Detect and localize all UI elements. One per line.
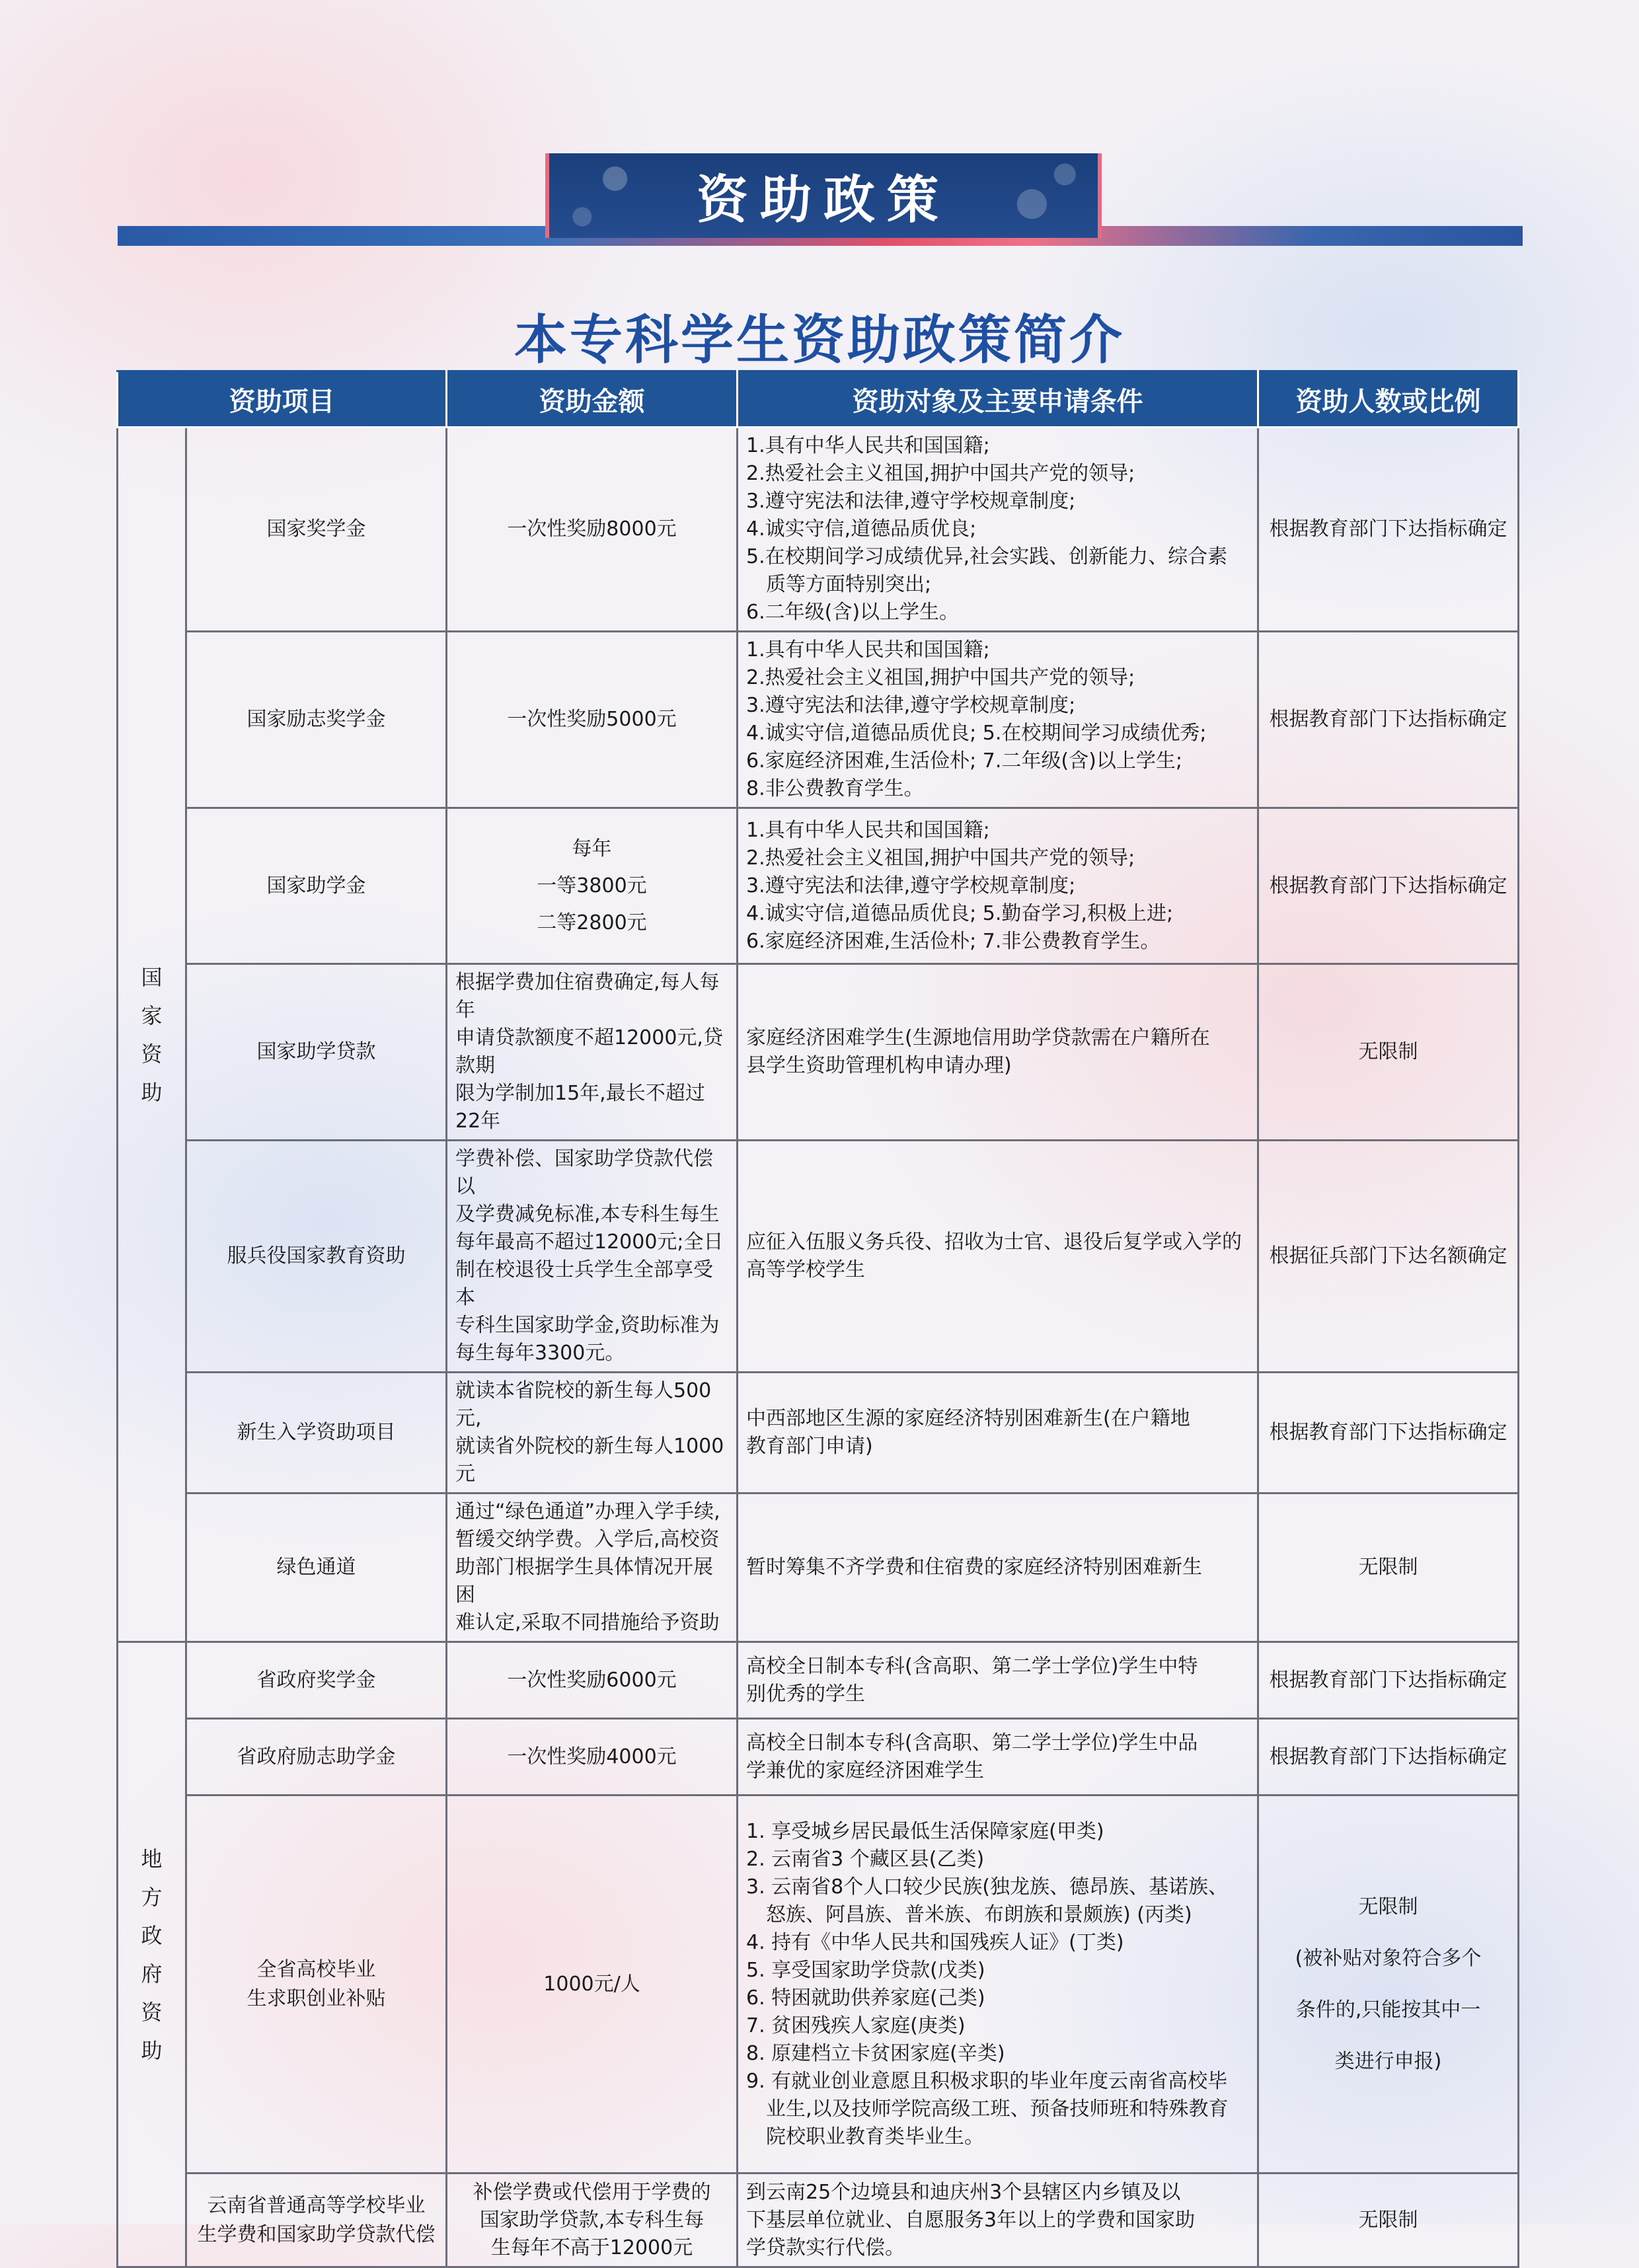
page-title: 本专科学生资助政策简介 bbox=[514, 309, 1125, 371]
amount-line: 助部门根据学生具体情况开展困 bbox=[455, 1556, 713, 1606]
condition-line: 1.具有中华人民共和国国籍; bbox=[746, 434, 990, 457]
condition-line: 业生,以及技师学院高级工班、预备技师班和特殊教育 bbox=[766, 2097, 1229, 2121]
amount-line: 一等3800元 bbox=[537, 874, 647, 897]
conditions-cell bbox=[738, 1141, 1258, 1373]
amount-line: 学费补偿、国家助学贷款代偿以 bbox=[455, 1147, 713, 1198]
condition-line: 学贷款实行代偿。 bbox=[746, 2236, 905, 2259]
conditions-cell bbox=[738, 808, 1258, 964]
project-name: 国家助学贷款 bbox=[186, 964, 447, 1141]
condition-line: 9. 有就业创业意愿且积极求职的毕业年度云南省高校毕 bbox=[746, 2069, 1228, 2093]
category-local-label: 地方政府资助 bbox=[141, 1846, 163, 2063]
condition-line: 3.遵守宪法和法律,遵守学校规章制度; bbox=[746, 490, 1076, 513]
amount-line: 申请贷款额度不超12000元,贷款期 bbox=[455, 1026, 723, 1077]
count-cell: 根据教育部门下达指标确定 bbox=[1258, 1642, 1519, 1719]
project-name: 国家励志奖学金 bbox=[186, 632, 447, 808]
project-name: 绿色通道 bbox=[186, 1493, 447, 1642]
condition-line: 怒族、阿昌族、普米族、布朗族和景颇族) (丙类) bbox=[766, 1903, 1192, 1926]
condition-line: 2.热爱社会主义祖国,拥护中国共产党的领导; bbox=[746, 462, 1135, 485]
condition-line: 2.热爱社会主义祖国,拥护中国共产党的领导; bbox=[746, 666, 1135, 689]
condition-line: 3.遵守宪法和法律,遵守学校规章制度; bbox=[746, 694, 1076, 717]
project-name: 国家助学金 bbox=[186, 808, 447, 964]
amount-cell bbox=[447, 1141, 738, 1373]
amount-cell bbox=[447, 1493, 738, 1642]
count-line: 条件的,只能按其中一 bbox=[1295, 1998, 1481, 2022]
condition-line: 4.诚实守信,道德品质优良; 5.在校期间学习成绩优秀; bbox=[746, 722, 1207, 745]
condition-line: 2.热爱社会主义祖国,拥护中国共产党的领导; bbox=[746, 846, 1135, 870]
condition-line: 1.具有中华人民共和国国籍; bbox=[746, 638, 990, 662]
amount-cell bbox=[447, 2174, 738, 2267]
condition-line: 下基层单位就业、自愿服务3年以上的学费和国家助 bbox=[746, 2208, 1196, 2232]
conditions-cell bbox=[738, 428, 1258, 632]
header-amount: 资助金额 bbox=[447, 371, 738, 428]
condition-line: 6.家庭经济困难,生活俭朴; 7.非公费教育学生。 bbox=[746, 929, 1161, 953]
condition-line: 4.诚实守信,道德品质优良; 5.勤奋学习,积极上进; bbox=[746, 901, 1174, 925]
category-local bbox=[118, 1642, 186, 2267]
table-row bbox=[118, 964, 1519, 1141]
amount-line: 专科生国家助学金,资助标准为 bbox=[455, 1314, 720, 1337]
amount-cell: 1000元/人 bbox=[447, 1796, 738, 2174]
condition-line: 别优秀的学生 bbox=[746, 1682, 865, 1706]
condition-line: 1.具有中华人民共和国国籍; bbox=[746, 818, 990, 842]
count-line: 无限制 bbox=[1358, 1895, 1418, 1918]
amount-line: 国家助学贷款,本专科生每 bbox=[479, 2208, 705, 2232]
condition-line: 6.二年级(含)以上学生。 bbox=[746, 601, 960, 624]
conditions-cell bbox=[738, 2174, 1258, 2267]
conditions-cell bbox=[738, 1642, 1258, 1719]
amount-cell: 一次性奖励5000元 bbox=[447, 632, 738, 808]
banner-title: 资助政策 bbox=[696, 170, 950, 230]
amount-line: 补偿学费或代偿用于学费的 bbox=[473, 2180, 711, 2204]
table-row bbox=[118, 1796, 1519, 2174]
amount-cell bbox=[447, 964, 738, 1141]
table-row bbox=[118, 1719, 1519, 1796]
condition-line: 教育部门申请) bbox=[746, 1435, 873, 1458]
amount-cell: 一次性奖励8000元 bbox=[447, 428, 738, 632]
header-banner bbox=[545, 153, 1102, 238]
project-name: 国家奖学金 bbox=[186, 428, 447, 632]
condition-line: 高等学校学生 bbox=[746, 1258, 865, 1281]
conditions-cell bbox=[738, 1796, 1258, 2174]
table-row bbox=[118, 1493, 1519, 1642]
condition-line: 1. 享受城乡居民最低生活保障家庭(甲类) bbox=[746, 1819, 1104, 1843]
amount-cell: 一次性奖励6000元 bbox=[447, 1642, 738, 1719]
count-line: 类进行申报) bbox=[1334, 2049, 1442, 2073]
project-name-line: 云南省普通高等学校毕业 bbox=[207, 2193, 426, 2217]
count-cell: 根据教育部门下达指标确定 bbox=[1258, 632, 1519, 808]
condition-line: 3.遵守宪法和法律,遵守学校规章制度; bbox=[746, 874, 1076, 897]
table-row bbox=[118, 808, 1519, 964]
condition-line: 院校职业教育类毕业生。 bbox=[766, 2125, 984, 2148]
count-cell: 根据教育部门下达指标确定 bbox=[1258, 428, 1519, 632]
header-count: 资助人数或比例 bbox=[1258, 371, 1519, 428]
condition-line: 质等方面特别突出; bbox=[766, 573, 932, 596]
condition-line: 学兼优的家庭经济困难学生 bbox=[746, 1758, 984, 1782]
condition-line: 应征入伍服义务兵役、招收为士官、退役后复学或入学的 bbox=[746, 1230, 1242, 1254]
condition-line: 到云南25个边境县和迪庆州3个县辖区内乡镇及以 bbox=[746, 2180, 1181, 2204]
amount-line: 根据学费加住宿费确定,每人每年 bbox=[455, 971, 720, 1022]
condition-line: 6.家庭经济困难,生活俭朴; 7.二年级(含)以上学生; bbox=[746, 749, 1182, 773]
count-cell: 根据征兵部门下达名额确定 bbox=[1258, 1141, 1519, 1373]
project-name: 省政府励志助学金 bbox=[186, 1719, 447, 1796]
count-cell: 无限制 bbox=[1258, 1493, 1519, 1642]
amount-line: 难认定,采取不同措施给予资助 bbox=[455, 1611, 720, 1634]
table-row bbox=[118, 1642, 1519, 1719]
condition-line: 5.在校期间学习成绩优异,社会实践、创新能力、综合素 bbox=[746, 545, 1228, 568]
project-name-line: 全省高校毕业 bbox=[256, 1957, 376, 1981]
project-name-line: 生学费和国家助学贷款代偿 bbox=[197, 2222, 436, 2246]
condition-line: 4.诚实守信,道德品质优良; bbox=[746, 517, 977, 541]
table-header-row bbox=[118, 371, 1519, 428]
project-name bbox=[186, 2174, 447, 2267]
condition-line: 8. 原建档立卡贫困家庭(辛类) bbox=[746, 2041, 1005, 2065]
condition-line: 中西部地区生源的家庭经济特别困难新生(在户籍地 bbox=[746, 1407, 1190, 1430]
amount-cell: 一次性奖励4000元 bbox=[447, 1719, 738, 1796]
amount-line: 及学费减免标准,本专科生每生 bbox=[455, 1203, 720, 1226]
amount-cell bbox=[447, 1373, 738, 1493]
condition-line: 6. 特困就助供养家庭(己类) bbox=[746, 1986, 985, 2010]
conditions-cell bbox=[738, 964, 1258, 1141]
conditions-cell bbox=[738, 1493, 1258, 1642]
condition-line: 高校全日制本专科(含高职、第二学士学位)学生中特 bbox=[746, 1654, 1198, 1678]
project-name: 省政府奖学金 bbox=[186, 1642, 447, 1719]
table-row bbox=[118, 428, 1519, 632]
amount-line: 生每年不高于12000元 bbox=[490, 2236, 693, 2259]
amount-line: 每生每年3300元。 bbox=[455, 1342, 625, 1365]
amount-line: 通过“绿色通道”办理入学手续, bbox=[455, 1500, 720, 1523]
condition-line: 高校全日制本专科(含高职、第二学士学位)学生中品 bbox=[746, 1731, 1198, 1755]
amount-cell bbox=[447, 808, 738, 964]
condition-line: 暂时筹集不齐学费和住宿费的家庭经济特别困难新生 bbox=[746, 1556, 1202, 1579]
amount-line: 就读省外院校的新生每人1000元 bbox=[455, 1435, 724, 1486]
count-line: (被补贴对象符合多个 bbox=[1295, 1946, 1482, 1970]
amount-line: 每年最高不超过12000元;全日 bbox=[455, 1230, 724, 1254]
project-name: 服兵役国家教育资助 bbox=[186, 1141, 447, 1373]
category-national-label: 国家资助 bbox=[141, 964, 163, 1105]
table-row bbox=[118, 1141, 1519, 1373]
amount-line: 制在校退役士兵学生全部享受本 bbox=[455, 1258, 713, 1309]
project-name-line: 生求职创业补贴 bbox=[247, 1986, 386, 2010]
amount-line: 就读本省院校的新生每人500元, bbox=[455, 1379, 712, 1430]
count-cell bbox=[1258, 1796, 1519, 2174]
condition-line: 3. 云南省8个人口较少民族(独龙族、德昂族、基诺族、 bbox=[746, 1875, 1228, 1899]
header-conditions: 资助对象及主要申请条件 bbox=[738, 371, 1258, 428]
count-cell: 根据教育部门下达指标确定 bbox=[1258, 1719, 1519, 1796]
policy-table bbox=[116, 370, 1519, 2268]
amount-line: 每年 bbox=[572, 837, 612, 860]
project-name: 新生入学资助项目 bbox=[186, 1373, 447, 1493]
condition-line: 2. 云南省3 个藏区县(乙类) bbox=[746, 1847, 985, 1871]
count-cell: 无限制 bbox=[1258, 964, 1519, 1141]
table-row bbox=[118, 2174, 1519, 2267]
conditions-cell bbox=[738, 632, 1258, 808]
conditions-cell bbox=[738, 1719, 1258, 1796]
condition-line: 县学生资助管理机构申请办理) bbox=[746, 1054, 1012, 1077]
amount-line: 二等2800元 bbox=[537, 911, 647, 934]
count-cell: 无限制 bbox=[1258, 2174, 1519, 2267]
condition-line: 家庭经济困难学生(生源地信用助学贷款需在户籍所在 bbox=[746, 1026, 1210, 1049]
table-row bbox=[118, 1373, 1519, 1493]
header-project: 资助项目 bbox=[118, 371, 447, 428]
condition-line: 5. 享受国家助学贷款(戊类) bbox=[746, 1958, 985, 1982]
project-name bbox=[186, 1796, 447, 2174]
table-row bbox=[118, 632, 1519, 808]
amount-line: 限为学制加15年,最长不超过22年 bbox=[455, 1082, 705, 1133]
category-national bbox=[118, 428, 186, 1642]
condition-line: 4. 持有《中华人民共和国残疾人证》(丁类) bbox=[746, 1930, 1124, 1954]
condition-line: 8.非公费教育学生。 bbox=[746, 777, 924, 800]
conditions-cell bbox=[738, 1373, 1258, 1493]
count-cell: 根据教育部门下达指标确定 bbox=[1258, 1373, 1519, 1493]
count-cell: 根据教育部门下达指标确定 bbox=[1258, 808, 1519, 964]
condition-line: 7. 贫困残疾人家庭(庚类) bbox=[746, 2014, 966, 2037]
amount-line: 暂缓交纳学费。入学后,高校资 bbox=[455, 1528, 720, 1551]
